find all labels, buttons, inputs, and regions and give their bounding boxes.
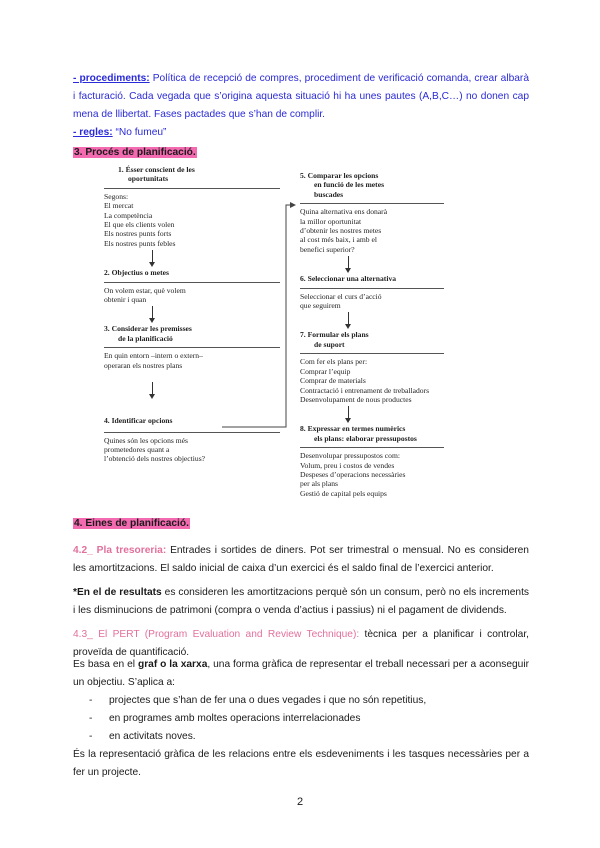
step-4-body-2: l’obtenció dels nostres objectius? bbox=[104, 454, 206, 464]
step-5-title-3: buscades bbox=[314, 189, 344, 199]
step-6-body-0: Seleccionar el curs d’acció bbox=[300, 291, 382, 301]
step-5-body-3: al cost més baix, i amb el bbox=[300, 235, 377, 245]
connector-arrowhead bbox=[290, 202, 296, 208]
list-item: - en activitats noves. bbox=[73, 728, 529, 746]
step-8-body-2: Despeses d’operacions necessàries bbox=[300, 469, 406, 479]
step-8-title: 8. Expressar en termes numèrics bbox=[300, 424, 406, 434]
step-6-body-1: que seguirem bbox=[300, 301, 341, 311]
step-4-body-1: prometedores quant a bbox=[104, 444, 170, 454]
step-1-title-2: oportunitats bbox=[128, 174, 169, 184]
step-7-title-2: de suport bbox=[314, 339, 345, 349]
step-5-body-4: benefici superior? bbox=[300, 244, 355, 254]
step-4-title: 4. Identificar opcions bbox=[104, 416, 173, 426]
regles-paragraph bbox=[73, 124, 529, 142]
procediments-paragraph bbox=[73, 70, 529, 124]
step-8-body-0: Desenvolupar pressupostos com: bbox=[300, 451, 400, 461]
step-2-title: 2. Objectius o metes bbox=[104, 268, 169, 278]
section-3-title: 3. Procés de planificació. bbox=[74, 147, 196, 158]
step-1-body-3: El que els clients volen bbox=[104, 220, 175, 230]
step-3-title: 3. Considerar les premisses bbox=[104, 324, 192, 334]
resultats-paragraph bbox=[73, 584, 529, 620]
step-8-body-3: per als plans bbox=[300, 479, 338, 489]
graf-text-a: Es basa en el bbox=[73, 659, 138, 670]
list-item: - projectes que s’han de fer una o dues vegades i que no són repetitius, bbox=[73, 692, 529, 710]
step-7-title: 7. Formular els plans bbox=[300, 330, 369, 340]
step-7-body-2: Comprar de materials bbox=[300, 376, 366, 386]
page-number: 2 bbox=[296, 796, 304, 808]
regles-label: - regles: bbox=[73, 127, 113, 138]
section-4-heading bbox=[73, 515, 529, 533]
arrow-down-icon bbox=[348, 310, 444, 330]
flow-step-8 bbox=[300, 424, 444, 498]
flow-step-7 bbox=[300, 330, 444, 404]
step-5-body-2: d’obtenir les nostres metes bbox=[300, 226, 382, 236]
arrow-down-icon bbox=[152, 248, 280, 268]
pla-tresoreria-text: Entrades i sortides de diners. Pot ser trimestral o mensual. No es consideren les amortitzacions. El saldo inicial de caixa d’un exercici és el saldo final de l’exercici anterior. bbox=[73, 545, 529, 574]
pert-definition-text: És la representació gràfica de les relacions entre els esdeveniments i les tasques necessàries per a fer un projecte. bbox=[73, 749, 529, 778]
arrow-down-icon bbox=[152, 304, 280, 324]
flow-step-3 bbox=[104, 324, 280, 370]
step-1-title: 1. Ésser conscient de les bbox=[118, 165, 195, 174]
graf-text-bold: graf o la xarxa bbox=[137, 659, 208, 670]
planning-process-flowchart bbox=[104, 165, 444, 505]
step-5-body-0: Quina alternativa ens donarà bbox=[300, 207, 388, 217]
step-3-body-1: operaran els nostres plans bbox=[104, 360, 183, 370]
step-1-body-0: Segons: bbox=[104, 191, 129, 201]
arrow-down-icon bbox=[348, 404, 444, 424]
pert-applications-list bbox=[73, 692, 529, 746]
step-1-body-4: Els nostres punts forts bbox=[104, 229, 172, 239]
step-5-body-1: la millor oportunitat bbox=[300, 216, 362, 226]
resultats-label: *En el de resultats bbox=[73, 587, 162, 598]
flow-step-1 bbox=[104, 165, 280, 248]
regles-text: “No fumeu” bbox=[115, 127, 167, 138]
step-2-body-1: obtenir i quan bbox=[104, 295, 147, 305]
step-7-body-4: Desenvolupament de nous productes bbox=[300, 394, 412, 404]
section-3-heading bbox=[73, 144, 529, 162]
step-3-title-2: de la planificació bbox=[118, 333, 173, 343]
arrow-down-icon bbox=[152, 380, 280, 416]
flow-step-5 bbox=[300, 171, 444, 254]
step-5-title-2: en funció de les metes bbox=[314, 180, 385, 190]
resultats-text: es consideren les amortitzacions perquè són un consum, però no els increments i les disminucions de patrimoni (compra o venda d’actius i passius) ni el pagament de dividends. bbox=[73, 587, 530, 616]
step-2-body-0: On volem estar, què volem bbox=[104, 285, 186, 295]
step-7-body-3: Contractació i entrenament de treballadors bbox=[300, 385, 430, 395]
procediments-text: Política de recepció de compres, procediment de verificació comanda, crear albarà i facturació. Cada vegada que s’origina aquesta situació hi ha unes pautes (A,B,C…) no donen cap mena de llibertat. Fases pactades que s’han de complir. bbox=[73, 73, 529, 120]
pla-tresoreria-label: 4.2_ Pla tresoreria: bbox=[73, 545, 167, 556]
step-7-body-1: Comprar l’equip bbox=[300, 366, 351, 376]
pert-text: tècnica per a planificar i controlar, proveïda de quantificació. bbox=[73, 629, 529, 658]
step-3-body-0: En quin entorn –intern o extern– bbox=[104, 351, 203, 361]
step-8-body-4: Gestió de capital pels equips bbox=[300, 488, 387, 498]
step-8-title-2: els plans: elaborar pressupostos bbox=[314, 433, 417, 443]
step-7-body-0: Com fer els plans per: bbox=[300, 357, 368, 367]
procediments-label: - procediments: bbox=[73, 73, 150, 84]
step-6-title: 6. Seleccionar una alternativa bbox=[300, 274, 397, 284]
section-4-title: 4. Eines de planificació. bbox=[74, 518, 189, 529]
pla-tresoreria-paragraph bbox=[73, 542, 529, 578]
graf-text-b: , una forma gràfica de representar el treball necessari per a aconseguir un objectiu. S’aplica a: bbox=[73, 659, 529, 688]
pert-definition-paragraph bbox=[73, 746, 529, 782]
list-item: - en programes amb moltes operacions interrelacionades bbox=[73, 710, 529, 728]
flow-right-column bbox=[300, 171, 444, 498]
arrow-down-icon bbox=[348, 254, 444, 274]
step-1-body-1: El mercat bbox=[104, 201, 134, 211]
step-1-body-2: La competència bbox=[104, 210, 153, 220]
flow-step-6 bbox=[300, 274, 444, 310]
flow-left-column bbox=[104, 165, 280, 464]
step-1-body-5: Els nostres punts febles bbox=[104, 238, 176, 248]
flow-step-2 bbox=[104, 268, 280, 304]
graf-paragraph bbox=[73, 656, 529, 692]
step-8-body-1: Volum, preu i costos de vendes bbox=[300, 460, 395, 470]
pert-label: 4.3_ El PERT (Program Evaluation and Review Technique): bbox=[73, 629, 360, 640]
step-4-body-0: Quines són les opcions més bbox=[104, 435, 188, 445]
step-5-title: 5. Comparar les opcions bbox=[300, 171, 379, 180]
flow-step-4 bbox=[104, 416, 280, 464]
